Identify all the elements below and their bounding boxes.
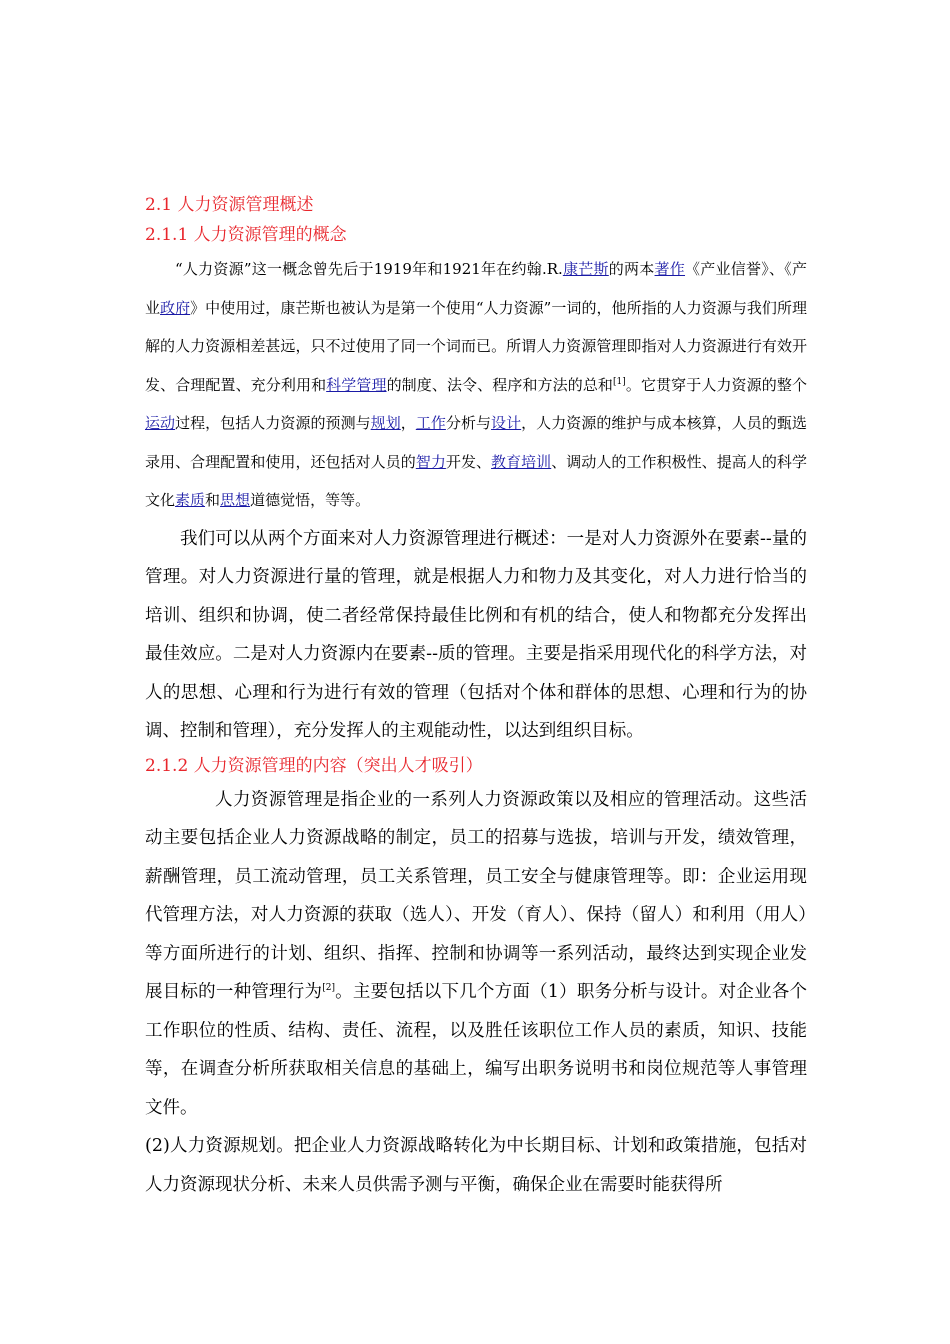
paragraph-content (145, 781, 807, 1128)
paragraph-two-aspects: 我们可以从两个方面来对人力资源管理进行概述：一是对人力资源外在要素--量的管理。对人力资源进行量的管理，就是根据人力和物力及其变化，对人力进行恰当的培训、组织和协调，使二者经常保持最佳比例和有机的结合，使人和物都充分发挥出最佳效应。二是对人力资源内在要素--质的管理。主要是指采用现代化的科学方法，对人的思想、心理和行为进行有效的管理（包括对个体和群体的思想、心理和行为的协调、控制和管理），充分发挥人的主观能动性，以达到组织目标。 (145, 528, 807, 741)
paragraph-planning: (2)人力资源规划。把企业人力资源战略转化为中长期目标、计划和政策措施，包括对人力资源现状分析、未来人员供需予测与平衡，确保企业在需要时能获得所 (145, 1136, 807, 1195)
text-run: “人力资源”这一概念曾先后于1919年和1921年在约翰.R. (175, 260, 563, 278)
link-scientific-management[interactable]: 科学管理 (326, 375, 387, 394)
text-run: 人力资源管理是指企业的一系列人力资源政策以及相应的管理活动。这些活动主要包括企业人力资源战略的制定，员工的招募与选拔，培训与开发，绩效管理，薪酬管理，员工流动管理，员工关系管理，员工安全与健康管理等。即：企业运用现代管理方法，对人力资源的获取（选人）、开发（育人）、保持（留人）和利用（用人）等方面所进行的计划、组织、指挥、控制和协调等一系列活动，最终达到实现企业发展目标的一种管理行为 (145, 789, 807, 1002)
section-heading-2-1: 2.1 人力资源管理概述 (145, 195, 314, 215)
link-planning[interactable]: 规划 (370, 414, 401, 432)
link-thought[interactable]: 思想 (220, 491, 251, 509)
text-run: 《产业信誉》、《产业 (145, 260, 807, 317)
text-run: 过程，包括人力资源的预测与 (175, 414, 371, 432)
link-education-training[interactable]: 教育培训 (491, 452, 552, 471)
document-page (145, 190, 807, 1204)
text-run: 。它贯穿于人力资源的整个 (625, 375, 807, 394)
link-works[interactable]: 著作 (654, 260, 686, 278)
text-run: 的制度、法令、程序和方法的总和 (386, 375, 614, 394)
link-movement[interactable]: 运动 (145, 414, 176, 432)
text-run: ，人力资源的维护与成本核算，人员的甄选录用、合理配置和使用，还包括对人员的 (145, 414, 807, 471)
link-intelligence[interactable]: 智力 (415, 452, 446, 471)
paragraph-concept (145, 250, 807, 520)
text-run: 和 (205, 491, 221, 509)
text-run: ， (400, 414, 416, 432)
link-commons[interactable]: 康芒斯 (562, 260, 609, 278)
text-run: 道德觉悟，等等。 (250, 491, 371, 509)
section-heading-2-1-2: 2.1.2 人力资源管理的内容（突出人才吸引） (145, 755, 483, 776)
link-quality[interactable]: 素质 (175, 491, 206, 509)
text-run: 》中使用过，康芒斯也被认为是第一个使用“人力资源”一词的，他所指的人力资源与我们所理解的人力资源相差甚远，只不过使用了同一个词而已。所谓人力资源管理即指对人力资源进行有效开发、合理配置、充分利用和 (145, 298, 807, 394)
link-government[interactable]: 政府 (160, 298, 191, 317)
section-heading-2-1-1: 2.1.1 人力资源管理的概念 (145, 225, 347, 245)
text-run: 、调动人的工作积极性、提高人的科学文化 (145, 452, 807, 509)
text-run: 开发、 (445, 452, 492, 471)
link-design[interactable]: 设计 (491, 414, 522, 432)
text-run: 的两本 (608, 260, 655, 278)
text-run: 。主要包括以下几个方面（1）职务分析与设计。对企业各个工作职位的性质、结构、责任、流程，以及胜任该职位工作人员的素质，知识、技能等，在调查分析所获取相关信息的基础上，编写出职务说明书和岗位规范等人事管理文件。 (145, 982, 808, 1118)
link-work[interactable]: 工作 (415, 414, 446, 432)
text-run: 分析与 (445, 414, 492, 432)
citation-ref-2: [2] (322, 983, 335, 994)
citation-ref-1: [1] (613, 376, 626, 387)
